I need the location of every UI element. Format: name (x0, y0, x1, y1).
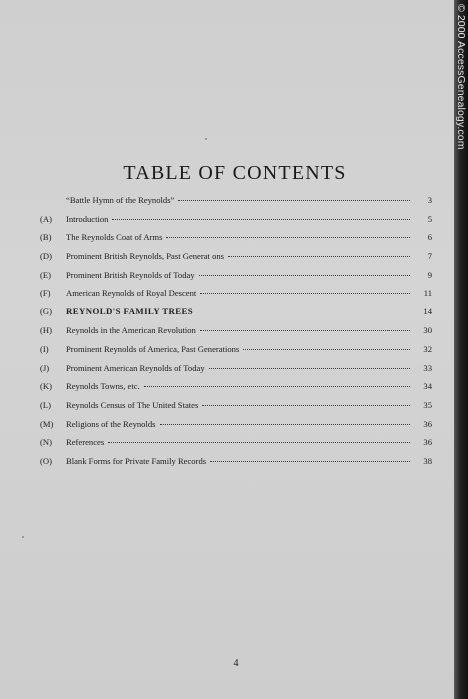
toc-entry-title: References (66, 437, 105, 448)
toc-entry-letter: (G) (40, 305, 52, 316)
toc-entry-page: 3 (427, 195, 432, 205)
dot-leader (166, 229, 410, 238)
blank-leader (197, 304, 410, 312)
toc-entry-title: Reynolds Census of The United States (66, 400, 199, 411)
toc-entry-title: Prominent British Reynolds of Today (66, 269, 195, 280)
page-number: 4 (233, 658, 239, 669)
toc-entry-title: Prominent British Reynolds, Past Generat ons (66, 250, 225, 261)
toc-entry-letter: (N) (40, 437, 52, 448)
toc-entry-page: 34 (423, 381, 432, 392)
toc-entry-title: Introduction (66, 213, 109, 224)
toc-entry-letter: (I) (40, 344, 49, 355)
toc-entry-page: 11 (423, 288, 432, 299)
toc-entry-page: 6 (427, 232, 432, 243)
copyright-watermark (454, 0, 468, 170)
page-title: TABLE OF CONTENTS (123, 162, 347, 184)
dot-leader (210, 453, 410, 462)
toc-entry-letter: (K) (40, 381, 52, 392)
watermark-text: © 2000 AccessGenealogy.com (455, 4, 467, 150)
dot-leader (209, 360, 410, 369)
toc-entry-letter: (J) (40, 362, 50, 373)
toc-entry-letter: (L) (40, 400, 51, 411)
dot-leader (160, 416, 410, 425)
dot-leader (178, 192, 410, 201)
toc-entry-title: Reynolds in the American Revolution (66, 325, 196, 336)
toc-entry-letter: (F) (40, 288, 51, 299)
paper-speck (205, 138, 207, 140)
toc-entry-page: 14 (423, 305, 432, 316)
dot-leader (144, 378, 410, 387)
dot-leader (112, 211, 410, 220)
toc-entry-letter: (E) (40, 269, 51, 280)
toc-entry-title: Prominent American Reynolds of Today (66, 362, 205, 373)
toc-entry-page: 30 (423, 325, 432, 336)
toc-entry-page: 32 (423, 344, 432, 355)
dot-leader (200, 322, 410, 331)
toc-entry-page: 36 (423, 437, 432, 448)
toc-entry-page: 35 (423, 400, 432, 411)
dot-leader (228, 248, 410, 257)
toc-entry-page: 5 (427, 213, 432, 224)
dot-leader (243, 341, 410, 350)
dot-leader (202, 397, 410, 406)
toc-entry-title: REYNOLD'S FAMILY TREES (66, 305, 194, 316)
toc-entry-letter: (H) (40, 325, 52, 336)
paper-speck (22, 536, 24, 538)
table-of-contents (40, 194, 432, 474)
toc-entry-letter: (O) (40, 455, 52, 466)
dot-leader (108, 434, 410, 443)
toc-entry (40, 455, 432, 474)
toc-entry-title: Blank Forms for Private Family Records (66, 455, 207, 466)
toc-entry-page: 33 (423, 362, 432, 373)
toc-entry-letter: (A) (40, 213, 52, 224)
toc-entry-title: “Battle Hymn of the Reynolds” (66, 195, 175, 205)
dot-leader (200, 285, 410, 294)
toc-entry-title: American Reynolds of Royal Descent (66, 288, 197, 299)
toc-entry-letter: (B) (40, 232, 52, 243)
toc-entry-letter: (M) (40, 418, 54, 429)
toc-entry-page: 7 (427, 250, 432, 261)
toc-entry-title: Prominent Reynolds of America, Past Generations (66, 344, 240, 355)
toc-entry-page: 38 (423, 455, 432, 466)
toc-entry-page: 36 (423, 418, 432, 429)
toc-entry-page: 9 (427, 269, 432, 280)
toc-entry-title: Religions of the Reynolds (66, 418, 156, 429)
toc-entry-letter: (D) (40, 250, 52, 261)
dot-leader (199, 267, 410, 276)
toc-entry-title: The Reynolds Coat of Arms (66, 232, 163, 243)
toc-entry-title: Reynolds Towns, etc. (66, 381, 140, 392)
